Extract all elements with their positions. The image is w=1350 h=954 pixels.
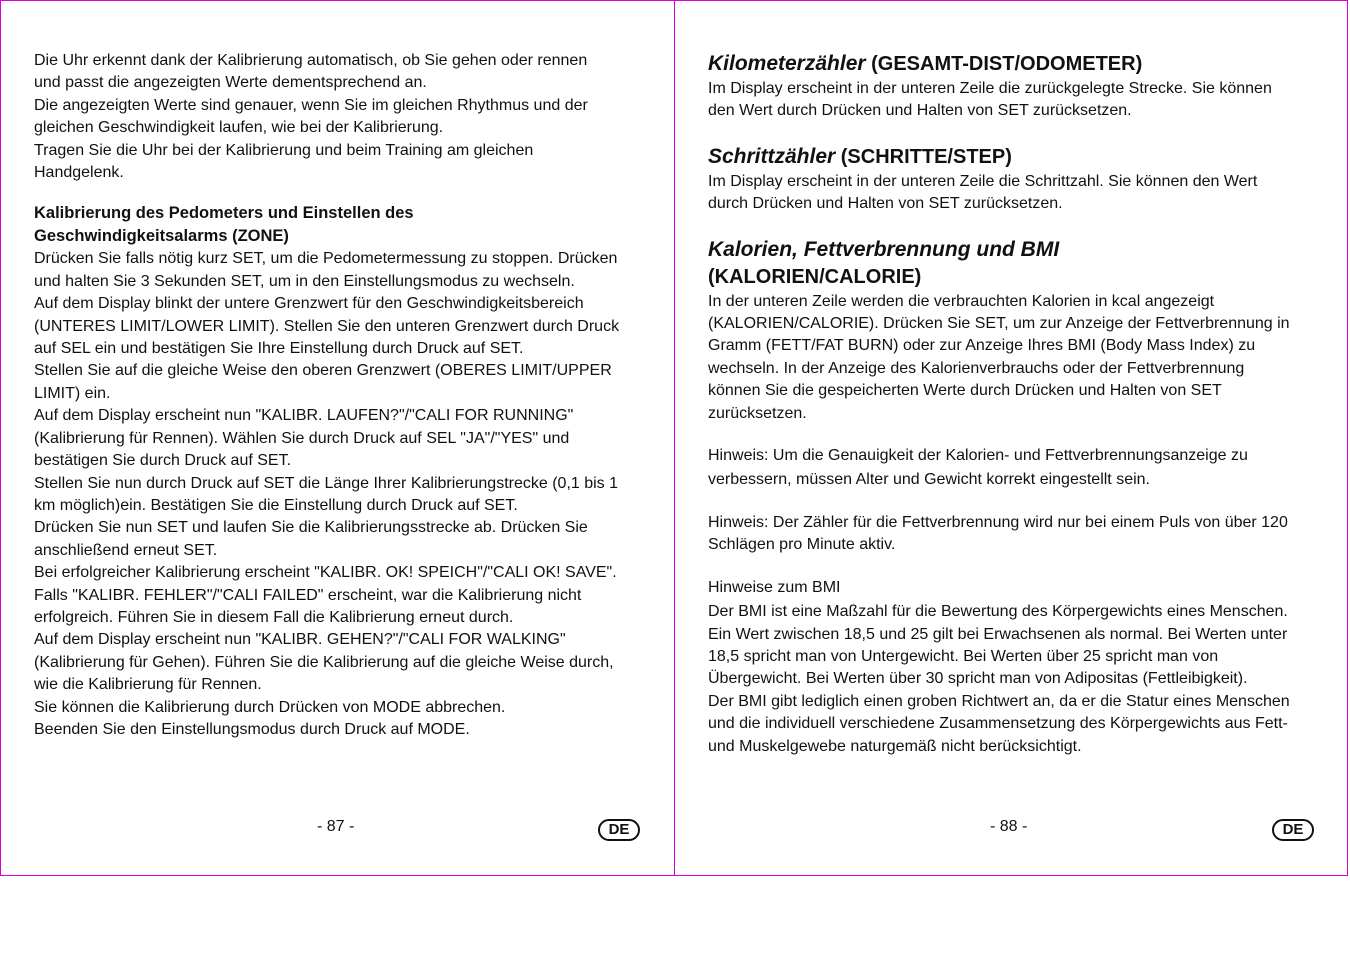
text-line: und die individuell verschiedene Zusammensetzung des Körpergewichts aus Fett-	[708, 715, 1288, 733]
text-line: (KALORIEN/CALORIE). Drücken Sie SET, um zur Anzeige der Fettverbrennung in	[708, 315, 1290, 333]
page-number: - 88 -	[990, 818, 1028, 835]
hint-text: Um die Genauigkeit der Kalorien- und Fettverbrennungsanzeige zu	[768, 447, 1248, 465]
calibration-heading	[34, 202, 646, 248]
text-line: Drücken Sie nun SET und laufen Sie die Kalibrierungsstrecke ab. Drücken Sie	[34, 519, 588, 537]
text-line: km möglich)ein. Bestätigen Sie die Einstellung durch Druck auf SET.	[34, 496, 518, 514]
text-line: Drücken Sie falls nötig kurz SET, um die Pedometermessung zu stoppen. Drücken	[34, 250, 618, 268]
text-line: und passt die angezeigten Werte dementsprechend an.	[34, 74, 427, 92]
text-line: zurücksetzen.	[708, 404, 807, 422]
page-number: - 87 -	[317, 818, 355, 835]
left-body	[34, 50, 646, 741]
bmi-notes	[708, 577, 1320, 758]
hint-line	[708, 445, 1320, 467]
heading-line: Geschwindigkeitsalarms (ZONE)	[34, 227, 289, 246]
text-line: Im Display erscheint in der unteren Zeile die zurückgelegte Strecke. Sie können	[708, 80, 1272, 97]
text-line: Beenden Sie den Einstellungsmodus durch Druck auf MODE.	[34, 720, 470, 738]
text-line: Gramm (FETT/FAT BURN) oder zur Anzeige Ihres BMI (Body Mass Index) zu	[708, 337, 1256, 355]
language-badge: DE	[1272, 819, 1314, 841]
text-line: LIMIT) ein.	[34, 384, 111, 402]
text-line: Sie können die Kalibrierung durch Drücken von MODE abbrechen.	[34, 698, 506, 716]
text-line: durch Drücken und Halten von SET zurücksetzen.	[708, 195, 1063, 213]
text-line: In der unteren Zeile werden die verbrauchten Kalorien in kcal angezeigt	[708, 292, 1215, 310]
text-line: wie die Kalibrierung für Rennen.	[34, 676, 262, 694]
hint-accuracy	[708, 445, 1320, 492]
text-line: Stellen Sie auf die gleiche Weise den oberen Grenzwert (OBERES LIMIT/UPPER	[34, 362, 612, 380]
calibration-body	[34, 248, 646, 741]
text-line: Im Display erscheint in der unteren Zeile die Schrittzahl. Sie können den Wert	[708, 172, 1258, 190]
text-line: (UNTERES LIMIT/LOWER LIMIT). Stellen Sie den unteren Grenzwert durch Druck	[34, 317, 620, 335]
text-line: können Sie die gespeicherten Werte durch Drücken und Halten von SET	[708, 382, 1222, 400]
title-italic: Schrittzähler	[708, 144, 836, 168]
text-line: Der BMI gibt lediglich einen groben Richtwert an, da er die Statur eines Menschen	[708, 692, 1290, 710]
text-line: anschließend erneut SET.	[34, 541, 218, 559]
text-line: Der BMI ist eine Maßzahl für die Bewertung des Körpergewichts eines Menschen.	[708, 603, 1288, 621]
text-line: Ein Wert zwischen 18,5 und 25 gilt bei Erwachsenen als normal. Bei Werten unter	[708, 625, 1288, 643]
hint-pulse	[708, 512, 1320, 557]
text-line: verbessern, müssen Alter und Gewicht korrekt eingestellt sein.	[708, 471, 1150, 489]
text-line: (Kalibrierung für Gehen). Führen Sie die Kalibrierung auf die gleiche Weise durch,	[34, 653, 614, 671]
text-line: wechseln. In der Anzeige des Kalorienverbrauchs oder der Fettverbrennung	[708, 359, 1245, 377]
text-line: Stellen Sie nun durch Druck auf SET die Länge Ihrer Kalibrierungstrecke (0,1 bis 1	[34, 474, 619, 492]
title-rest: (SCHRITTE/STEP)	[835, 145, 1012, 168]
language-badge: DE	[598, 819, 640, 841]
page-87	[34, 0, 646, 876]
page-divider	[674, 0, 675, 876]
hint-label: Hinweis:	[708, 447, 769, 465]
text-line: den Wert durch Drücken und Halten von SET zurücksetzen.	[708, 102, 1132, 120]
text-line: Schlägen pro Minute aktiv.	[708, 536, 896, 554]
text-line: und Muskelgewebe naturgemäß nicht berücksichtigt.	[708, 737, 1082, 755]
bmi-heading: Hinweise zum BMI	[708, 578, 841, 596]
text-line: 18,5 spricht man von Untergewicht. Bei Werten über 25 spricht man von	[708, 647, 1219, 665]
text-line: auf SEL ein und bestätigen Sie Ihre Einstellung durch Druck auf SET.	[34, 340, 524, 358]
text-line: Die angezeigten Werte sind genauer, wenn Sie im gleichen Rhythmus und der	[34, 96, 588, 114]
hint-line	[708, 512, 1320, 534]
title-italic: Kalorien, Fettverbrennung und BMI	[708, 237, 1060, 261]
text-line: bestätigen Sie durch Druck auf SET.	[34, 452, 292, 470]
text-line: Handgelenk.	[34, 164, 124, 182]
intro-paragraph	[34, 50, 646, 184]
title-italic: Kilometerzähler	[708, 52, 866, 75]
text-line: Auf dem Display erscheint nun "KALIBR. LAUFEN?"/"CALI FOR RUNNING"	[34, 407, 574, 425]
text-line: erfolgreich. Führen Sie in diesem Fall die Kalibrierung erneut durch.	[34, 608, 514, 626]
text-line: Tragen Sie die Uhr bei der Kalibrierung und beim Training am gleichen	[34, 141, 534, 159]
section-title-odometer	[708, 50, 1320, 78]
right-body	[708, 50, 1320, 758]
section-title-steps	[708, 143, 1320, 171]
text-line: Die Uhr erkennt dank der Kalibrierung automatisch, ob Sie gehen oder rennen	[34, 52, 588, 69]
text-line: Bei erfolgreicher Kalibrierung erscheint "KALIBR. OK! SPEICH"/"CALI OK! SAVE".	[34, 564, 617, 582]
section-title-calories	[708, 236, 1320, 291]
text-line: Falls "KALIBR. FEHLER"/"CALI FAILED" erscheint, war die Kalibrierung nicht	[34, 586, 582, 604]
text-line: Übergewicht. Bei Werten über 30 spricht man von Adipositas (Fettleibigkeit).	[708, 670, 1248, 688]
hint-label: Hinweis:	[708, 513, 769, 531]
text-line: und halten Sie 3 Sekunden SET, um in den Einstellungsmodus zu wechseln.	[34, 272, 575, 290]
text-line: gleichen Geschwindigkeit laufen, wie bei der Kalibrierung.	[34, 119, 444, 137]
title-rest: (GESAMT-DIST/ODOMETER)	[865, 53, 1143, 75]
page-88	[708, 0, 1320, 876]
hint-text: Der Zähler für die Fettverbrennung wird nur bei einem Puls von über 120	[768, 513, 1288, 531]
heading-line: Kalibrierung des Pedometers und Einstellen des	[34, 204, 414, 223]
text-line: Auf dem Display erscheint nun "KALIBR. GEHEN?"/"CALI FOR WALKING"	[34, 631, 566, 649]
title-rest: (KALORIEN/CALORIE)	[708, 265, 922, 288]
text-line: (Kalibrierung für Rennen). Wählen Sie durch Druck auf SEL "JA"/"YES" und	[34, 429, 570, 447]
text-line: Auf dem Display blinkt der untere Grenzwert für den Geschwindigkeitsbereich	[34, 295, 584, 313]
